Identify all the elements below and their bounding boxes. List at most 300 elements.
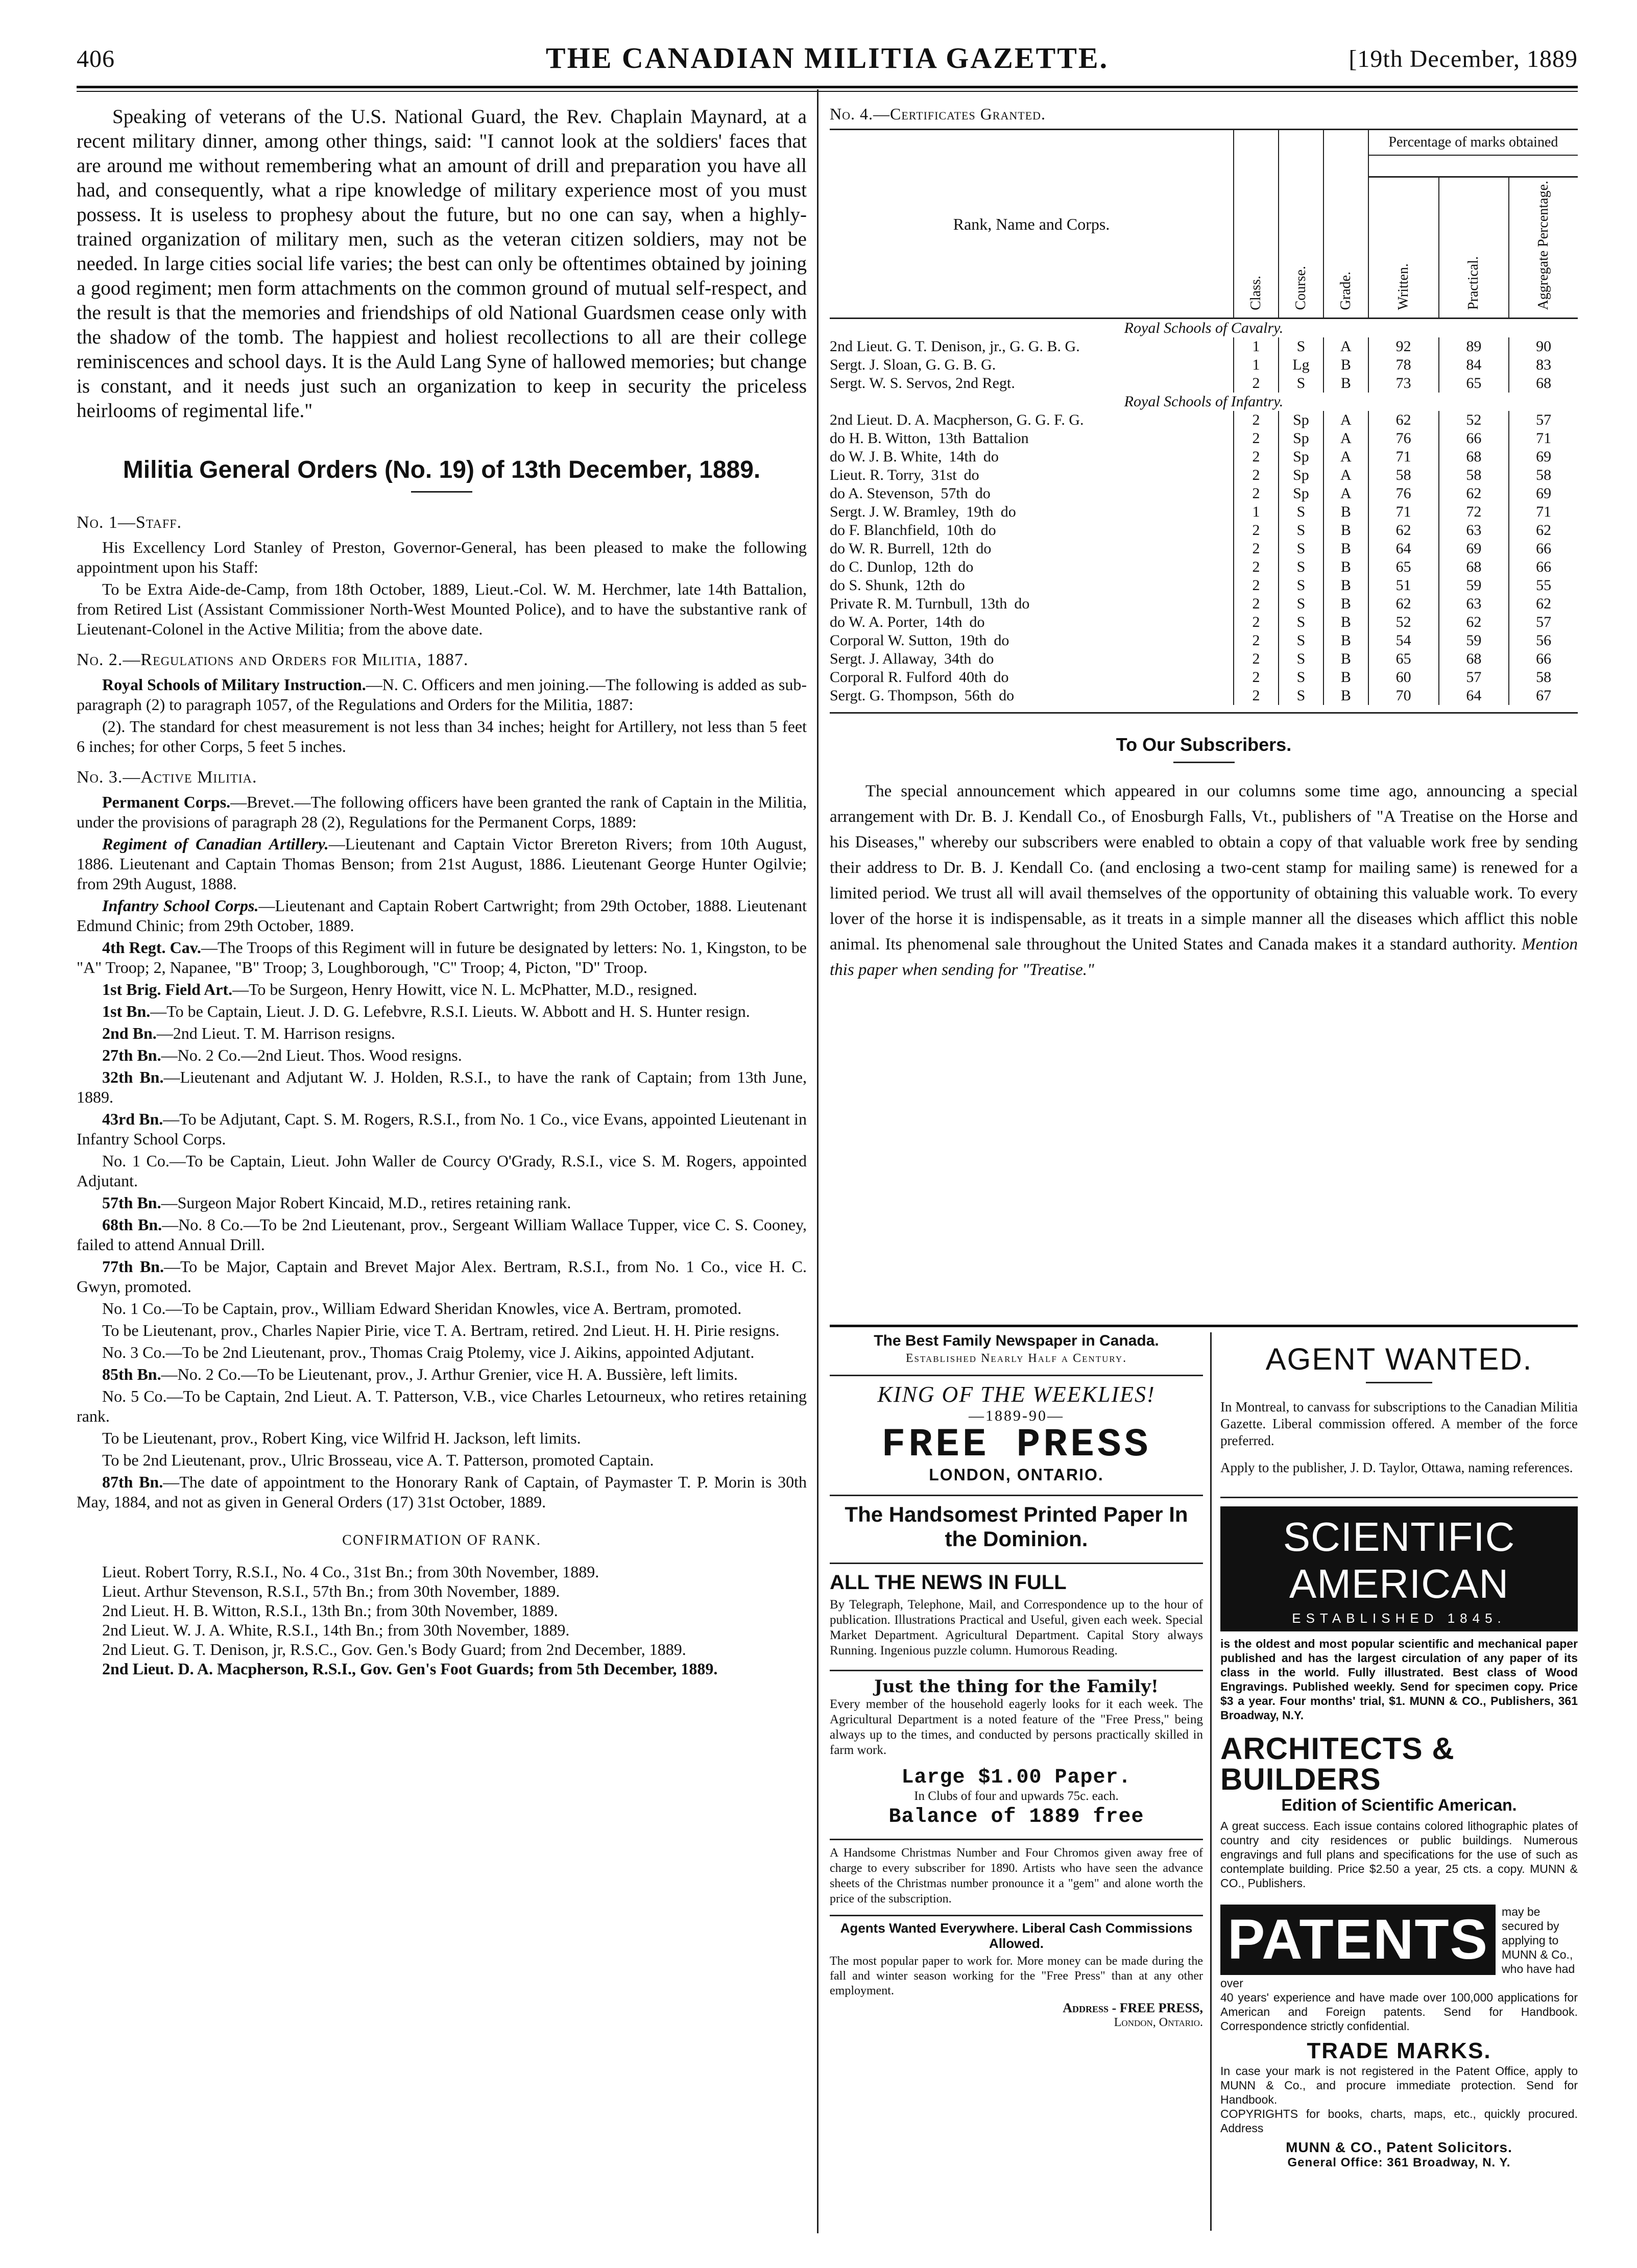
cert-aggregate: 57 [1509,613,1578,631]
order-text: —Lieutenant and Adjutant W. J. Holden, R.S.I., to have the rank of Captain; from 13th June, 1889. [77,1068,807,1106]
cert-unit: 13th [938,430,966,447]
confirmation-item: 2nd Lieut. D. A. Macpherson, R.S.I., Gov. Gen's Foot Guards; from 5th December, 1889. [102,1660,718,1678]
cert-written: 62 [1368,595,1439,613]
active-order-9 [77,1109,807,1149]
cert-course: S [1279,595,1323,613]
cert-course: Sp [1279,429,1323,448]
order-text: —To be Captain, Lieut. J. D. G. Lefebvre, R.S.I. Lieuts. W. Abbott and H. S. Hunter resign. [150,1002,750,1020]
cert-aggregate: 90 [1509,337,1578,356]
cert-course: Sp [1279,466,1323,484]
cert-course: Sp [1279,484,1323,503]
cert-name-cell [830,540,1234,558]
active-order-6 [77,1023,807,1043]
cert-name: 2nd Lieut. D. A. Macpherson, G. G. F. G. [830,411,1084,429]
cert-practical: 52 [1439,411,1509,429]
fp-balance: Balance of 1889 free [888,1806,1144,1828]
fp-agents-head: Agents Wanted Everywhere. Liberal Cash Commissions Allowed. [830,1915,1203,1951]
cert-practical: 68 [1439,558,1509,576]
subscribers-tail: Mention this paper when sending for "Treatise." [830,935,1578,980]
cert-grade: A [1323,466,1368,484]
cert-grade: B [1323,631,1368,650]
active-order-18 [77,1386,807,1426]
active-order-17 [77,1364,807,1384]
cert-grade: A [1323,411,1368,429]
sa-text: is the oldest and most popular scientific and mechanical paper published and has the largest circulation of any paper of its class in the world. Fully illustrated. Best class of Wood Engravings. Published weekly. Send for specimen copy. Price $3 a year. Four months' trial, $1. MUNN & CO., Publishers, 361 Broadway, N.Y. [1220,1637,1578,1722]
order-unit: 2nd Bn. [102,1024,157,1042]
cert-aggregate: 57 [1509,411,1578,429]
cert-corps: do [958,558,974,576]
cert-aggregate: 55 [1509,576,1578,595]
architects-sub: Edition of Scientific American. [1281,1796,1517,1814]
cert-course: Sp [1279,448,1323,466]
cert-name-cell [830,521,1234,540]
cert-practical: 65 [1439,374,1509,393]
certificate-row [830,540,1578,558]
free-press-ad [830,1332,1212,2231]
cert-written: 71 [1368,448,1439,466]
cert-corps: do [983,448,999,466]
patents-text: 40 years' experience and have made over 100,000 applications for American and Foreign patents. Send for Handbook. Correspondence strictly confidential. [1220,1991,1578,2033]
fp-address-1: Address - FREE PRESS, [1063,2001,1203,2015]
confirmation-item: Lieut. Arthur Stevenson, R.S.I., 57th Bn.; from 30th November, 1889. [102,1582,560,1600]
order-text: To be Lieutenant, prov., Charles Napier Pirie, vice T. A. Bertram, retired. 2nd Lieut. H. H. Pirie resigns. [102,1321,780,1339]
cert-name: Sergt. J. Sloan, G. G. B. G. [830,356,996,374]
cert-name: Corporal R. Fulford [830,669,952,686]
certificate-row [830,356,1578,374]
cert-class: 2 [1234,540,1279,558]
subscribers-heading: To Our Subscribers. [1116,734,1292,755]
cert-practical: 66 [1439,429,1509,448]
regs-label: No. 2.—Regulations and Orders for Militia, 1887. [77,650,469,669]
cert-grade: B [1323,595,1368,613]
cert-written: 78 [1368,356,1439,374]
header-rule [77,86,1578,88]
trade-marks-title: TRADE MARKS. [1307,2038,1491,2063]
header-rule-thin [77,91,1578,92]
cert-aggregate: 69 [1509,448,1578,466]
certificate-row [830,503,1578,521]
advertisements [830,1325,1578,2233]
cert-class: 1 [1234,337,1279,356]
fp-best-family: The Best Family Newspaper in Canada. [874,1332,1159,1349]
cert-written: 70 [1368,687,1439,705]
agent-wanted-title: AGENT WANTED. [1265,1342,1533,1376]
order-text: No. 1 Co.—To be Captain, Lieut. John Waller de Courcy O'Grady, R.S.I., vice S. M. Rogers, appointed Adjutant. [77,1152,807,1190]
cert-name: do F. Blanchfield, [830,522,940,539]
cert-grade: B [1323,613,1368,631]
cert-grade: B [1323,374,1368,393]
cert-name-cell [830,448,1234,466]
masthead-title: THE CANADIAN MILITIA GAZETTE. [545,41,1109,75]
cert-written: 92 [1368,337,1439,356]
cert-corps: do [994,632,1009,649]
cert-aggregate: 66 [1509,540,1578,558]
munn-office: General Office: 361 Broadway, N. Y. [1287,2156,1511,2169]
cert-name-cell [830,429,1234,448]
cert-corps: do [993,669,1009,686]
cert-written: 65 [1368,558,1439,576]
cert-name: Lieut. R. Torry, [830,467,924,484]
cert-grade: B [1323,356,1368,374]
cert-name: do W. A. Porter, [830,614,928,631]
cert-class: 2 [1234,650,1279,668]
cert-name-cell [830,356,1234,374]
page-number: 406 [77,45,115,72]
confirmation-heading: CONFIRMATION OF RANK. [342,1532,541,1548]
cert-grade: A [1323,448,1368,466]
cert-written: 73 [1368,374,1439,393]
active-order-8 [77,1067,807,1107]
order-text: —To be Adjutant, Capt. S. M. Rogers, R.S.I., from No. 1 Co., vice Evans, appointed Lieutenant in Infantry School Corps. [77,1110,807,1148]
certificate-row [830,650,1578,668]
cert-name: Sergt. G. Thompson, [830,687,957,704]
certificate-row [830,374,1578,393]
order-unit: Permanent Corps. [102,793,231,811]
cert-aggregate: 83 [1509,356,1578,374]
cert-unit: 40th [959,669,986,686]
certificate-row [830,576,1578,595]
cert-written: 52 [1368,613,1439,631]
cert-name: 2nd Lieut. G. T. Denison, jr., G. G. B. G. [830,338,1080,355]
cert-unit: 31st [931,467,957,484]
cert-corps: do [999,687,1015,704]
order-unit: 87th Bn. [102,1473,163,1491]
cert-course: S [1279,521,1323,540]
cert-practical: 59 [1439,631,1509,650]
munn-signature: MUNN & CO., Patent Solicitors. [1286,2139,1512,2155]
certificates-table [830,129,1578,705]
cert-unit: 10th [946,522,974,539]
order-text: To be Lieutenant, prov., Robert King, vice Wilfrid H. Jackson, left limits. [102,1429,581,1447]
cert-written: 62 [1368,411,1439,429]
col-pct-group-header: Percentage of marks obtained [1368,130,1578,177]
issue-date: [19th December, 1889 [1349,45,1578,72]
subscribers-notice [830,778,1578,983]
school-heading-row [830,319,1578,338]
certificate-row [830,668,1578,687]
cert-practical: 69 [1439,540,1509,558]
cert-name-cell [830,484,1234,503]
cert-name: Sergt. W. S. Servos, 2nd Regt. [830,375,1015,392]
cert-aggregate: 66 [1509,650,1578,668]
certificate-row [830,448,1578,466]
active-order-21 [77,1472,807,1512]
cert-practical: 64 [1439,687,1509,705]
cert-unit: 14th [949,448,976,466]
cert-course: S [1279,576,1323,595]
cert-grade: B [1323,521,1368,540]
order-text: To be 2nd Lieutenant, prov., Ulric Brosseau, vice A. T. Patterson, promoted Captain. [102,1451,654,1469]
left-column [77,105,807,1678]
cert-aggregate: 69 [1509,484,1578,503]
architects-title: ARCHITECTS & BUILDERS [1220,1732,1455,1796]
cert-course: S [1279,668,1323,687]
order-text: —To be Major, Captain and Brevet Major Alex. Bertram, R.S.I., from No. 1 Co., vice H. C. Gwyn, promoted. [77,1257,807,1296]
cert-class: 2 [1234,411,1279,429]
cert-class: 2 [1234,521,1279,540]
cert-class: 2 [1234,558,1279,576]
school-heading: Royal Schools of Infantry. [1124,393,1284,410]
regs-lead: Royal Schools of Military Instruction. [102,675,366,694]
orders-heading-rule [411,491,472,493]
right-ads [1220,1332,1578,2170]
sa-banner: SCIENTIFIC AMERICAN [1220,1506,1578,1611]
cert-corps: do [976,540,992,557]
cert-class: 2 [1234,484,1279,503]
col-course-header: Course. [1279,130,1323,319]
fp-masthead: FREE PRESS [881,1423,1151,1468]
cert-grade: A [1323,429,1368,448]
order-unit: 27th Bn. [102,1046,161,1064]
order-text: —No. 2 Co.—To be Lieutenant, prov., J. Arthur Grenier, vice H. A. Bussière, left limits. [161,1365,738,1383]
cert-corps: do [978,650,994,668]
fp-location: LONDON, ONTARIO. [929,1466,1104,1484]
certificate-row [830,558,1578,576]
active-order-2 [77,896,807,936]
col-practical-header: Practical. [1439,177,1509,319]
order-text: —Lieutenant and Captain Victor Brereton Rivers; from 10th August, 1886. Lieutenant and Captain Thomas Benson; from 21st August, 1886. Lieutenant George Hunter Ogilvie; from 29th August, 1888. [77,835,807,893]
cert-practical: 89 [1439,337,1509,356]
staff-para-2: To be Extra Aide-de-Camp, from 18th October, 1889, Lieut.-Col. W. M. Herchmer, late 14th Battalion, from Retired List (Assistant Commissioner North-West Mounted Police), and to have the substantive rank of Lieutenant-Colonel in the Active Militia; from the above date. [77,580,807,638]
fp-year: —1889-90— [969,1407,1064,1424]
cert-class: 2 [1234,429,1279,448]
cert-name: Corporal W. Sutton, [830,632,953,649]
cert-practical: 63 [1439,595,1509,613]
order-unit: 43rd Bn. [102,1110,163,1128]
active-order-11 [77,1193,807,1213]
cert-name-cell [830,337,1234,356]
active-order-10 [77,1151,807,1191]
staff-label: No. 1—Staff. [77,513,182,532]
cert-name-cell [830,411,1234,429]
order-unit: Infantry School Corps. [102,896,259,915]
page-header [77,41,1578,77]
order-unit: 32th Bn. [102,1068,164,1086]
copyrights-text: COPYRIGHTS for books, charts, maps, etc., quickly procured. Address [1220,2107,1578,2135]
cert-course: S [1279,337,1323,356]
subscribers-text: The special announcement which appeared in our columns some time ago, announcing a special arrangement with Dr. B. J. Kendall Co., of Enosburgh Falls, Vt., publishers of "A Treatise on the Horse and his Diseases," whereby our subscribers were enabled to obtain a copy of that valuable work free by sending their address to Dr. B. J. Kendall Co. (and enclosing a two-cent stamp for mailing same) is renewed for a limited period. We trust all will avail themselves of the opportunity of obtaining this valuable work. To every lover of the horse it is indispensable, as it treats in a simple manner all the diseases which afflict this noble animal. Its phenomenal sale throughout the United States and Canada makes it a standard authority. [830,782,1578,954]
certificate-row [830,411,1578,429]
confirmation-item: 2nd Lieut. W. J. A. White, R.S.I., 14th Bn.; from 30th November, 1889. [102,1621,570,1639]
active-order-12 [77,1215,807,1255]
cert-name-cell [830,595,1234,613]
cert-class: 1 [1234,503,1279,521]
order-unit: 1st Brig. Field Art. [102,980,233,998]
cert-class: 2 [1234,668,1279,687]
cert-aggregate: 66 [1509,558,1578,576]
order-text: No. 3 Co.—To be 2nd Lieutenant, prov., Thomas Craig Ptolemy, vice J. Aikins, appointed Adjutant. [102,1343,755,1361]
active-order-0 [77,792,807,832]
cert-course: S [1279,650,1323,668]
cert-course: S [1279,503,1323,521]
cert-aggregate: 62 [1509,595,1578,613]
cert-corps: do [969,614,985,631]
certificate-row [830,484,1578,503]
active-order-20 [77,1450,807,1470]
cert-written: 64 [1368,540,1439,558]
cert-name: do W. R. Burrell, [830,540,935,557]
order-unit: 1st Bn. [102,1002,151,1020]
cert-practical: 68 [1439,448,1509,466]
cert-class: 2 [1234,613,1279,631]
cert-name: Sergt. J. W. Bramley, [830,503,959,521]
cert-corps: do [1014,595,1030,613]
cert-name-cell [830,613,1234,631]
cert-course: S [1279,631,1323,650]
active-order-3 [77,938,807,978]
order-text: No. 1 Co.—To be Captain, prov., William Edward Sheridan Knowles, vice A. Bertram, promoted. [102,1299,742,1318]
cert-aggregate: 56 [1509,631,1578,650]
cert-practical: 59 [1439,576,1509,595]
cert-name-cell [830,631,1234,650]
cert-unit: 19th [959,632,987,649]
cert-practical: 72 [1439,503,1509,521]
cert-class: 2 [1234,631,1279,650]
cert-course: S [1279,613,1323,631]
col-class-header: Class. [1234,130,1279,319]
regs-para-1 [77,675,807,715]
active-order-4 [77,980,807,999]
right-column [830,105,1578,983]
patents-side: may be secured by applying to MUNN & Co., who have had over [1220,1905,1575,1990]
staff-para-1: His Excellency Lord Stanley of Preston, Governor-General, has been pleased to make the following appointment upon his Staff: [77,538,807,576]
cert-course: S [1279,687,1323,705]
cert-unit: 19th [966,503,994,521]
order-text: —The Troops of this Regiment will in future be designated by letters: No. 1, Kingston, to be "A" Troop; 2, Napanee, "B" Troop; 3, Loughborough, "C" Troop; 4, Picton, "D" Troop. [77,938,807,977]
col-aggregate-header: Aggregate Percentage. [1509,177,1578,319]
cert-practical: 62 [1439,484,1509,503]
cert-unit: 12th [924,558,951,576]
ads-top-rule [830,1325,1578,1327]
cert-written: 65 [1368,650,1439,668]
cert-course: Sp [1279,411,1323,429]
order-unit: 85th Bn. [102,1365,161,1383]
cert-practical: 58 [1439,466,1509,484]
order-unit: 68th Bn. [102,1215,162,1234]
order-text: —Surgeon Major Robert Kincaid, M.D., retires retaining rank. [161,1193,571,1212]
cert-written: 58 [1368,466,1439,484]
table-bottom-rule [830,712,1578,714]
cert-course: S [1279,540,1323,558]
order-unit: 77th Bn. [102,1257,164,1276]
cert-class: 2 [1234,576,1279,595]
cert-written: 51 [1368,576,1439,595]
cert-aggregate: 67 [1509,687,1578,705]
active-label: No. 3.—Active Militia. [77,768,257,787]
cert-written: 71 [1368,503,1439,521]
cert-grade: B [1323,687,1368,705]
cert-written: 60 [1368,668,1439,687]
order-unit: 57th Bn. [102,1193,161,1212]
active-order-5 [77,1002,807,1021]
certificate-row [830,631,1578,650]
orders-heading: Militia General Orders (No. 19) of 13th December, 1889. [123,456,761,483]
cert-course: Lg [1279,356,1323,374]
certificate-row [830,429,1578,448]
fp-king-weeklies: KING OF THE WEEKLIES! [830,1375,1203,1407]
school-heading-row [830,393,1578,411]
patents-ad [1220,1905,1578,1990]
cert-aggregate: 58 [1509,668,1578,687]
cert-class: 2 [1234,448,1279,466]
active-order-1 [77,834,807,894]
active-order-15 [77,1321,807,1340]
certificate-row [830,521,1578,540]
cert-written: 76 [1368,429,1439,448]
column-divider [817,89,818,2233]
confirmation-item: 2nd Lieut. G. T. Denison, jr, R.S.C., Gov. Gen.'s Body Guard; from 2nd December, 1889. [102,1640,686,1659]
cert-class: 2 [1234,687,1279,705]
fp-established: Established Nearly Half a Century. [905,1352,1127,1365]
cert-practical: 68 [1439,650,1509,668]
cert-practical: 57 [1439,668,1509,687]
cert-aggregate: 71 [1509,429,1578,448]
cert-aggregate: 71 [1509,503,1578,521]
fp-family-text: Every member of the household eagerly looks for it each week. The Agricultural Department is a noted feature of the "Free Press," being always up to the times, and conducted by persons practically skilled in farm work. [830,1697,1203,1757]
veterans-quote: Speaking of veterans of the U.S. National Guard, the Rev. Chaplain Maynard, at a recent military dinner, among other things, said: "I cannot look at the soldiers' faces that are around me without remembering what an amount of drill and preparation you have all had, and consequently, what a ripe knowledge of military experience most of you must possess. It is useless to prophesy about the future, but no one can say, when a highly-trained organization of military men, such as the veteran citizen soldiers, may not be needed. In large cities social life varies; the best can only be oftentimes obtained by joining a good regiment; men form attachments on the common ground of mutual self-respect, and the result is that the memories and friendships of old National Guardsmen cease only with the shadow of the tomb. The happiest and holiest recollections to all are their college reminiscences and school days. It is the Auld Lang Syne of hallowed memories; but change is constant, and it needs just such an organization to keep in security the priceless heirlooms of regimental life." [77,106,807,422]
active-order-13 [77,1257,807,1297]
cert-corps: Battalion [972,430,1029,447]
cert-written: 62 [1368,521,1439,540]
cert-unit: 57th [941,485,968,502]
cert-corps: do [1000,503,1016,521]
cert-grade: B [1323,668,1368,687]
cert-course: S [1279,558,1323,576]
cert-name-cell [830,668,1234,687]
order-unit: Regiment of Canadian Artillery. [102,835,329,853]
trade-marks-text: In case your mark is not registered in the Patent Office, apply to MUNN & Co., and procure immediate protection. Send for Handbook. [1220,2064,1578,2106]
certificate-row [830,687,1578,705]
cert-unit: 56th [964,687,992,704]
certificate-row [830,595,1578,613]
certificates-title: No. 4.—Certificates Granted. [830,105,1046,123]
confirmation-item: Lieut. Robert Torry, R.S.I., No. 4 Co., 31st Bn.; from 30th November, 1889. [102,1563,599,1581]
agent-wanted-text: In Montreal, to canvass for subscriptions to the Canadian Militia Gazette. Liberal commission offered. A member of the force preferred. [1220,1399,1578,1448]
confirmation-item: 2nd Lieut. H. B. Witton, R.S.I., 13th Bn.; from 30th November, 1889. [102,1601,558,1620]
cert-class: 1 [1234,356,1279,374]
cert-name: Private R. M. Turnbull, [830,595,973,613]
order-text: —No. 8 Co.—To be 2nd Lieutenant, prov., Sergeant William Wallace Tupper, vice C. S. Cooney, failed to attend Annual Drill. [77,1215,807,1254]
col-rank-header: Rank, Name and Corps. [953,214,1110,233]
certificate-row [830,466,1578,484]
active-order-16 [77,1343,807,1362]
school-heading: Royal Schools of Cavalry. [1124,320,1284,337]
architects-text: A great success. Each issue contains colored lithographic plates of country and city residences or public buildings. Numerous engravings and full plans and specifications for the use of such as contemplate building. Price $2.50 a year, 25 cts. a copy. MUNN & CO., Publishers. [1220,1819,1578,1890]
cert-unit: 34th [944,650,972,668]
fp-all-news: ALL THE NEWS IN FULL [830,1563,1203,1594]
confirmation-list [77,1562,807,1678]
order-text: —No. 2 Co.—2nd Lieut. Thos. Wood resigns. [161,1046,462,1064]
cert-name: Sergt. J. Allaway, [830,650,937,668]
fp-large-paper: Large $1.00 Paper. [901,1766,1132,1789]
cert-grade: B [1323,650,1368,668]
cert-name: do W. J. B. White, [830,448,942,466]
cert-grade: B [1323,576,1368,595]
fp-agents-text: The most popular paper to work for. More money can be made during the fall and winter season working for the "Free Press" than at any other employment. [830,1955,1203,1997]
fp-news-text: By Telegraph, Telephone, Mail, and Correspondence up to the hour of publication. Illustrations Practical and Useful, given each week. Special Market Department. Agricultural Department. Capital Story always Running. Ingenious puzzle column. Humorous Reading. [830,1598,1203,1657]
agent-wanted-apply: Apply to the publisher, J. D. Taylor, Ottawa, naming references. [1220,1460,1573,1475]
order-text: —Brevet.—The following officers have been granted the rank of Captain in the Militia, under the provisions of paragraph 28 (2), Regulations for the Permanent Corps, 1889: [77,793,807,831]
certificate-row [830,613,1578,631]
cert-grade: A [1323,337,1368,356]
cert-practical: 63 [1439,521,1509,540]
cert-name-cell [830,558,1234,576]
cert-grade: B [1323,558,1368,576]
cert-practical: 62 [1439,613,1509,631]
cert-course: S [1279,374,1323,393]
certificate-row [830,337,1578,356]
fp-handsomest: The Handsomest Printed Paper In the Dominion. [830,1495,1203,1551]
